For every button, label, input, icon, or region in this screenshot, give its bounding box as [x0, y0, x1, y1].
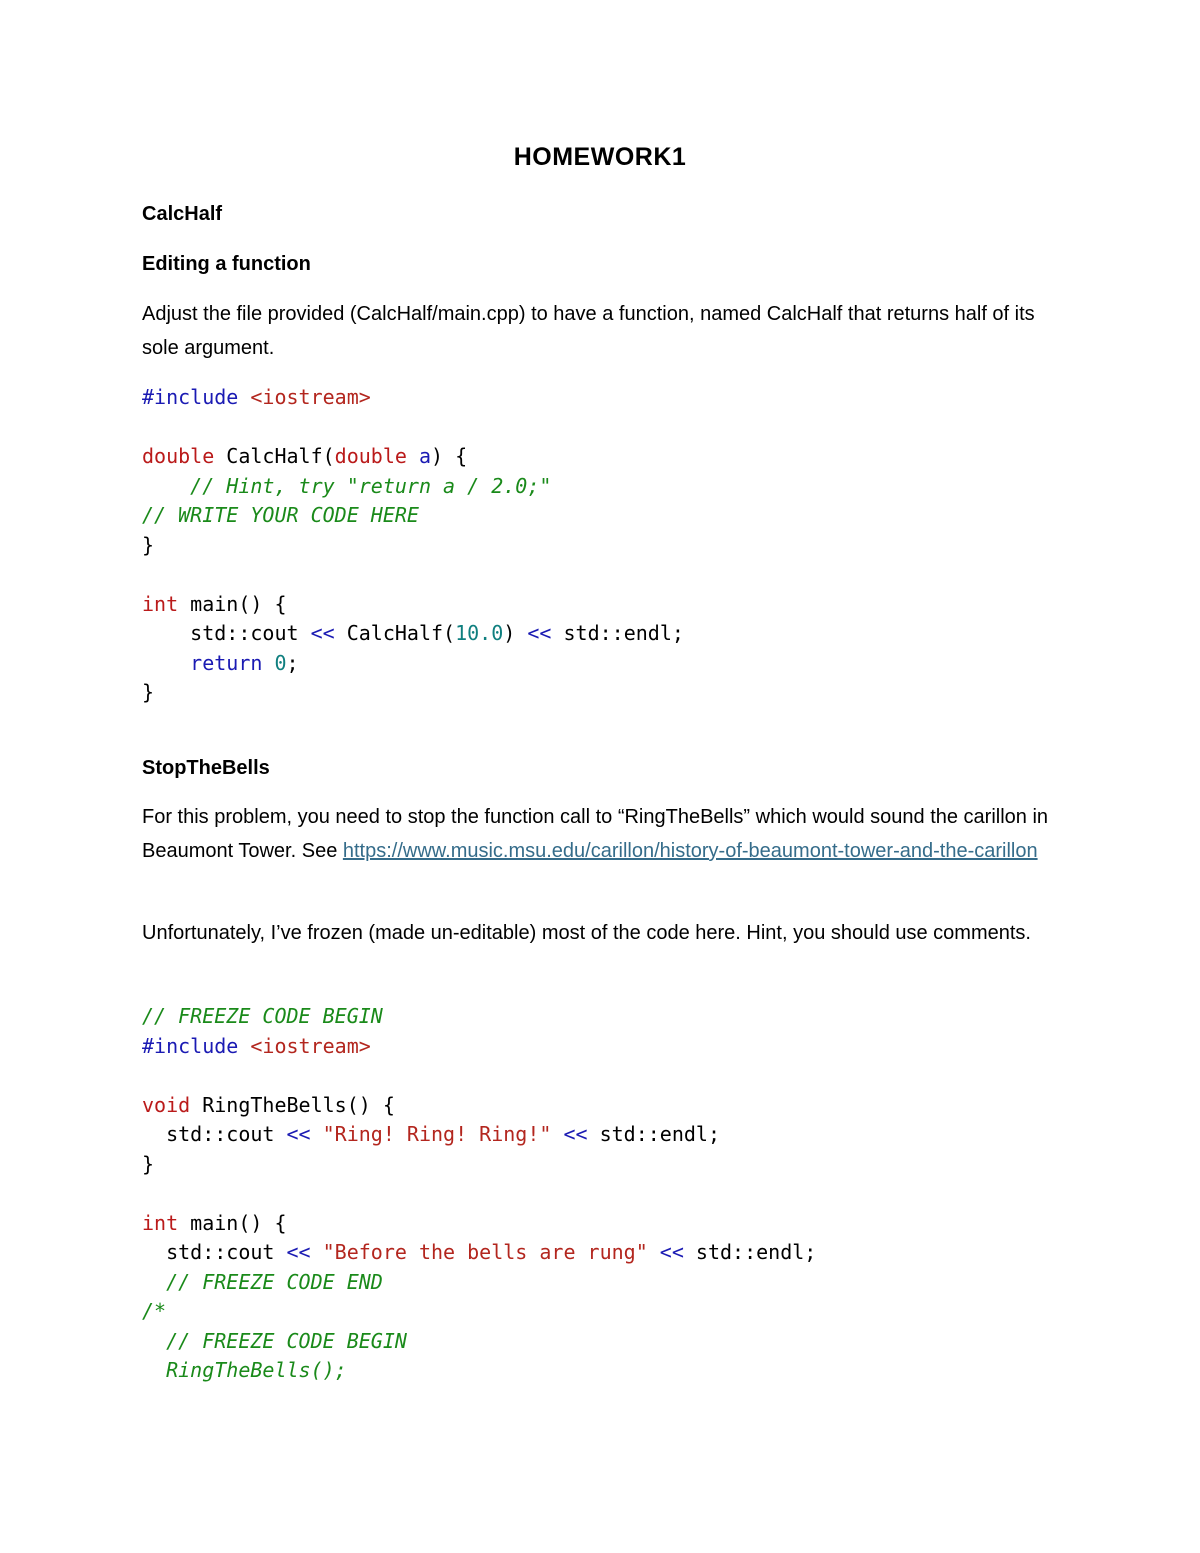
code-token: main() { — [178, 591, 287, 616]
code-token: ; — [286, 650, 299, 675]
code-token: CalcHalf( — [334, 621, 456, 645]
code-token: << — [659, 1240, 684, 1264]
code-token: std::cout — [142, 1240, 287, 1264]
code-token: main() { — [178, 1210, 287, 1235]
code-token: double — [334, 444, 407, 468]
code-token: RingTheBells() { — [190, 1092, 395, 1117]
code-comment: // FREEZE CODE BEGIN — [142, 1328, 407, 1353]
calchalf-code-block — [142, 383, 684, 708]
stopthebells-code-block — [142, 1002, 816, 1386]
code-token: void — [142, 1092, 191, 1117]
code-token: ) — [503, 621, 528, 645]
code-token: std::endl; — [587, 1122, 721, 1146]
code-token: double — [142, 444, 215, 468]
section-subheading-editing: Editing a function — [142, 253, 311, 275]
code-token: <iostream> — [250, 1033, 371, 1058]
code-token: int — [142, 1210, 179, 1235]
code-string: "Before the bells are rung" — [322, 1240, 648, 1264]
page-title: HOMEWORK1 — [513, 143, 687, 171]
code-comment: // FREEZE CODE END — [142, 1269, 383, 1294]
code-token: #include — [142, 1033, 239, 1058]
code-token: a — [406, 444, 432, 468]
code-token: std::endl; — [551, 621, 684, 645]
section-heading-calchalf: CalcHalf — [142, 203, 223, 225]
code-token: <iostream> — [250, 385, 371, 409]
code-token: 10.0 — [455, 621, 504, 645]
code-token: << — [286, 1122, 311, 1146]
carillon-history-link[interactable]: https://www.music.msu.edu/carillon/history-of-beaumont-tower-and-the-carillon — [342, 840, 1038, 862]
code-token: std::cout — [142, 1122, 287, 1146]
code-token: std::cout — [142, 621, 311, 645]
code-token: ) { — [431, 444, 468, 468]
code-token: << — [310, 621, 335, 645]
code-token: } — [142, 680, 155, 704]
code-token: CalcHalf( — [214, 444, 335, 468]
code-token: << — [286, 1240, 311, 1264]
code-comment: // FREEZE CODE BEGIN — [142, 1004, 383, 1028]
code-token: } — [142, 1151, 155, 1176]
code-token: 0 — [274, 650, 287, 675]
code-string: "Ring! Ring! Ring!" — [322, 1122, 552, 1146]
code-token: << — [563, 1122, 588, 1146]
code-comment: // WRITE YOUR CODE HERE — [142, 503, 419, 527]
instructions-text: For this problem, you need to stop the function call to “RingTheBells” which would sound the carillon in Beaumont Tower. See — [142, 806, 1049, 862]
stopthebells-hint: Unfortunately, I’ve frozen (made un-editable) most of the code here. Hint, you should use comments. — [142, 922, 1031, 944]
code-token: int — [142, 591, 179, 616]
code-comment: // Hint, try "return a / 2.0;" — [142, 473, 552, 498]
section-heading-stopthebells: StopTheBells — [142, 757, 270, 779]
code-token: << — [527, 621, 552, 645]
code-comment: RingTheBells(); — [142, 1358, 347, 1382]
stopthebells-instructions — [142, 800, 1052, 868]
code-token: #include — [142, 385, 239, 409]
calchalf-instructions: Adjust the file provided (CalcHalf/main.cpp) to have a function, named CalcHalf that returns half of its sole argument. — [142, 303, 1035, 359]
code-comment: /* — [142, 1299, 167, 1323]
code-token: } — [142, 532, 155, 557]
code-token: std::endl; — [683, 1240, 817, 1264]
code-token: return — [190, 650, 263, 675]
